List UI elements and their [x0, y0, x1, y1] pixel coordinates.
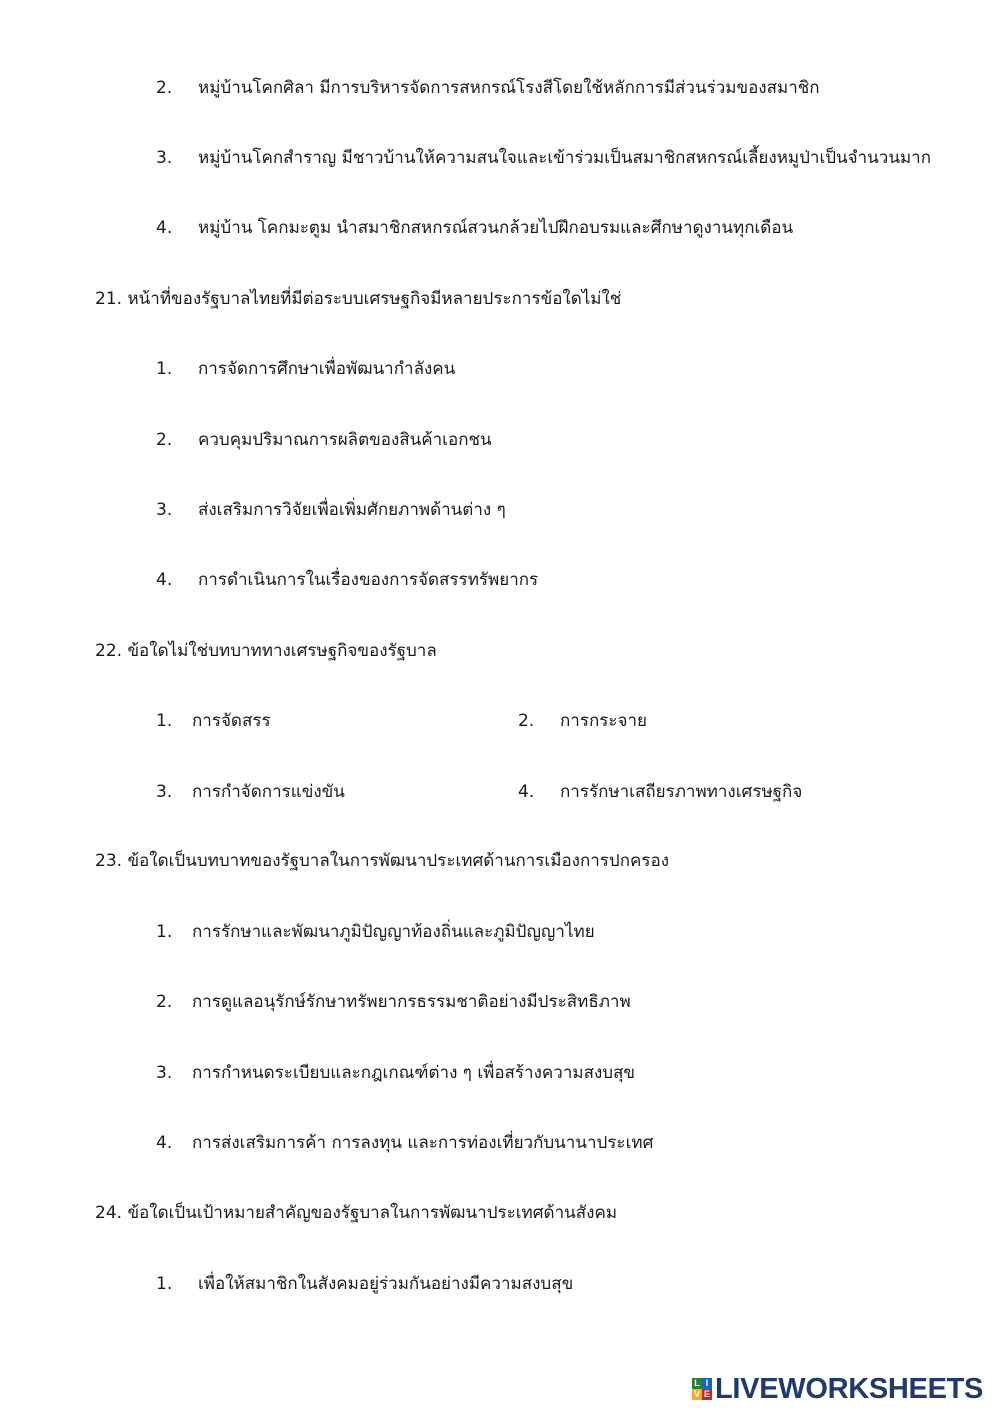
choice-number: 1.	[156, 1274, 173, 1294]
choice-number: 4.	[156, 218, 173, 238]
liveworksheets-logo-icon	[692, 1378, 712, 1400]
choice-text: การกำจัดการแข่งขัน	[192, 782, 345, 802]
logo-text: LIVEWORKSHEETS	[715, 1373, 984, 1405]
logo-mark-i: I	[702, 1378, 712, 1389]
choice-text: การจัดการศึกษาเพื่อพัฒนากำลังคน	[198, 359, 456, 379]
choice-text: หมู่บ้านโคกศิลา มีการบริหารจัดการสหกรณ์โรงสีโดยใช้หลักการมีส่วนร่วมของสมาชิก	[198, 78, 820, 98]
choice-text: การกระจาย	[560, 711, 647, 731]
question-23: 23. ข้อใดเป็นบทบาทของรัฐบาลในการพัฒนาประเทศด้านการเมืองการปกครอง	[95, 851, 670, 871]
choice-number: 3.	[156, 782, 173, 802]
choice-number: 3.	[156, 1063, 173, 1083]
choice-number: 2.	[156, 430, 173, 450]
choice-number: 4.	[156, 1133, 173, 1153]
choice-text: การกำหนดระเบียบและกฎเกณฑ์ต่าง ๆ เพื่อสร้างความสงบสุข	[192, 1063, 636, 1083]
choice-number: 2.	[156, 78, 173, 98]
logo-mark-l: L	[692, 1378, 702, 1389]
choice-number: 1.	[156, 922, 173, 942]
choice-text: เพื่อให้สมาชิกในสังคมอยู่ร่วมกันอย่างมีความสงบสุข	[198, 1274, 574, 1294]
choice-text: หมู่บ้านโคกสำราญ มีชาวบ้านให้ความสนใจและเข้าร่วมเป็นสมาชิกสหกรณ์เลี้ยงหมูป่าเป็นจำนวนมาก	[198, 148, 932, 168]
choice-text: การดำเนินการในเรื่องของการจัดสรรทรัพยากร	[198, 570, 539, 590]
liveworksheets-logo	[692, 1374, 983, 1404]
choice-number: 2.	[518, 711, 535, 731]
choice-text: การจัดสรร	[192, 711, 271, 731]
choice-text: การรักษาเสถียรภาพทางเศรษฐกิจ	[560, 782, 803, 802]
choice-text: การส่งเสริมการค้า การลงทุน และการท่องเที่ยวกับนานาประเทศ	[192, 1133, 654, 1153]
choice-number: 3.	[156, 148, 173, 168]
choice-number: 4.	[156, 570, 173, 590]
choice-text: ส่งเสริมการวิจัยเพื่อเพิ่มศักยภาพด้านต่าง ๆ	[198, 500, 506, 520]
choice-number: 1.	[156, 711, 173, 731]
logo-mark-v: V	[693, 1389, 700, 1399]
choice-text: การรักษาและพัฒนาภูมิปัญญาท้องถิ่นและภูมิปัญญาไทย	[192, 922, 595, 942]
logo-mark-e: E	[703, 1389, 710, 1399]
question-21: 21. หน้าที่ของรัฐบาลไทยที่มีต่อระบบเศรษฐกิจมีหลายประการข้อใดไม่ใช่	[95, 289, 622, 309]
choice-text: การดูแลอนุรักษ์รักษาทรัพยากรธรรมชาติอย่างมีประสิทธิภาพ	[192, 992, 631, 1012]
choice-number: 4.	[518, 782, 535, 802]
choice-text: หมู่บ้าน โคกมะตูม นำสมาชิกสหกรณ์สวนกล้วยไปฝึกอบรมและศึกษาดูงานทุกเดือน	[198, 218, 794, 238]
choice-number: 1.	[156, 359, 173, 379]
choice-number: 3.	[156, 500, 173, 520]
question-22: 22. ข้อใดไม่ใช่บทบาททางเศรษฐกิจของรัฐบาล	[95, 641, 437, 661]
question-24: 24. ข้อใดเป็นเป้าหมายสำคัญของรัฐบาลในการพัฒนาประเทศด้านสังคม	[95, 1203, 618, 1223]
choice-number: 2.	[156, 992, 173, 1012]
choice-text: ควบคุมปริมาณการผลิตของสินค้าเอกชน	[198, 430, 492, 450]
